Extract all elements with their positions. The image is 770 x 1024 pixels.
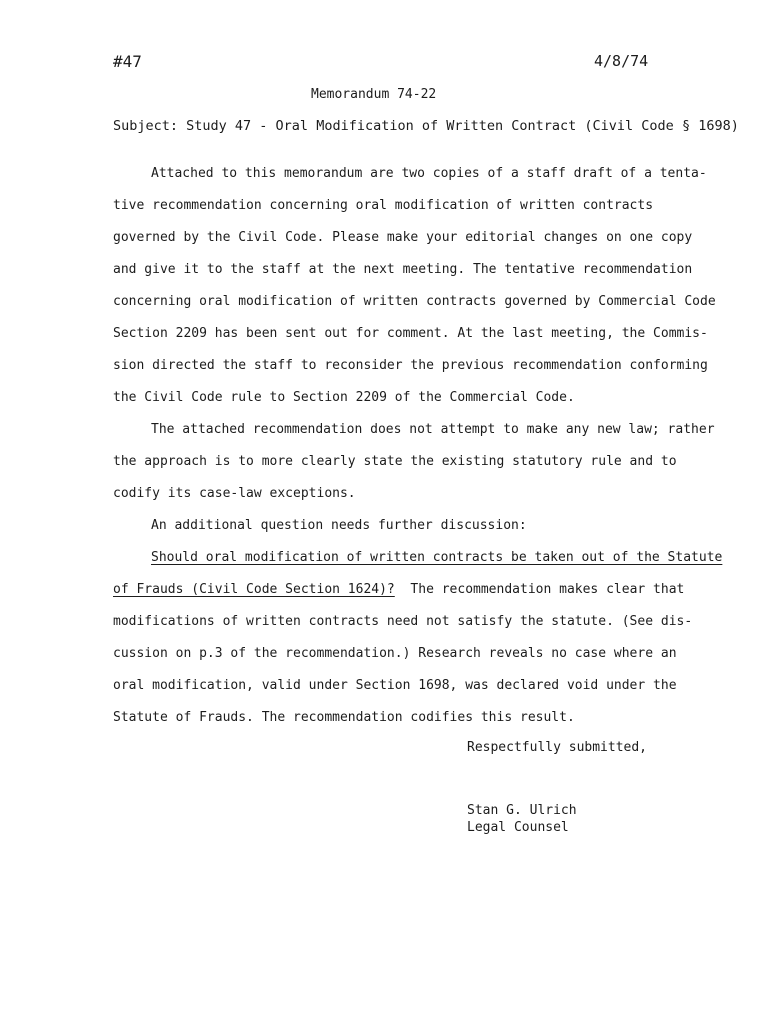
question-line-end: of Frauds (Civil Code Section 1624)? <box>113 582 395 597</box>
memo-title: Memorandum 74-22 <box>311 87 437 102</box>
subject-line: Subject: Study 47 - Oral Modification of Written Contract (Civil Code § 1698) <box>113 118 739 134</box>
paragraph-1-line: tive recommendation concerning oral modification of written contracts <box>113 198 654 213</box>
paragraph-2-line: the approach is to more clearly state the existing statutory rule and to <box>113 454 677 469</box>
signer-title: Legal Counsel <box>467 820 569 835</box>
memo-date: 4/8/74 <box>594 52 649 70</box>
paragraph-1-line: Section 2209 has been sent out for comment. At the last meeting, the Commis- <box>113 326 708 341</box>
paragraph-4-line: oral modification, valid under Section 1698, was declared void under the <box>113 678 677 693</box>
paragraph-4-line: cussion on p.3 of the recommendation.) Research reveals no case where an <box>113 646 677 661</box>
study-number: #47 <box>113 52 142 71</box>
paragraph-1-line: and give it to the staff at the next meeting. The tentative recommendation <box>113 262 693 277</box>
question-line: Should oral modification of written contracts be taken out of the Statute <box>151 550 723 565</box>
paragraph-4-line: Statute of Frauds. The recommendation codifies this result. <box>113 710 575 725</box>
paragraph-3-line: An additional question needs further discussion: <box>151 518 527 533</box>
paragraph-1-line: concerning oral modification of written contracts governed by Commercial Code <box>113 294 716 309</box>
signer-name: Stan G. Ulrich <box>467 803 577 818</box>
closing-text: Respectfully submitted, <box>467 740 648 755</box>
paragraph-2-line: The attached recommendation does not attempt to make any new law; rather <box>151 422 715 437</box>
question-line-rest: The recommendation makes clear that <box>394 582 685 597</box>
paragraph-4-line <box>113 582 684 597</box>
paragraph-2-line: codify its case-law exceptions. <box>113 486 356 501</box>
paragraph-1-line: sion directed the staff to reconsider the previous recommendation conforming <box>113 358 708 373</box>
paragraph-1-line: the Civil Code rule to Section 2209 of the Commercial Code. <box>113 390 575 405</box>
paragraph-1-line: Attached to this memorandum are two copies of a staff draft of a tenta- <box>151 166 707 181</box>
paragraph-1-line: governed by the Civil Code. Please make your editorial changes on one copy <box>113 230 693 245</box>
paragraph-4-line: modifications of written contracts need not satisfy the statute. (See dis- <box>113 614 693 629</box>
